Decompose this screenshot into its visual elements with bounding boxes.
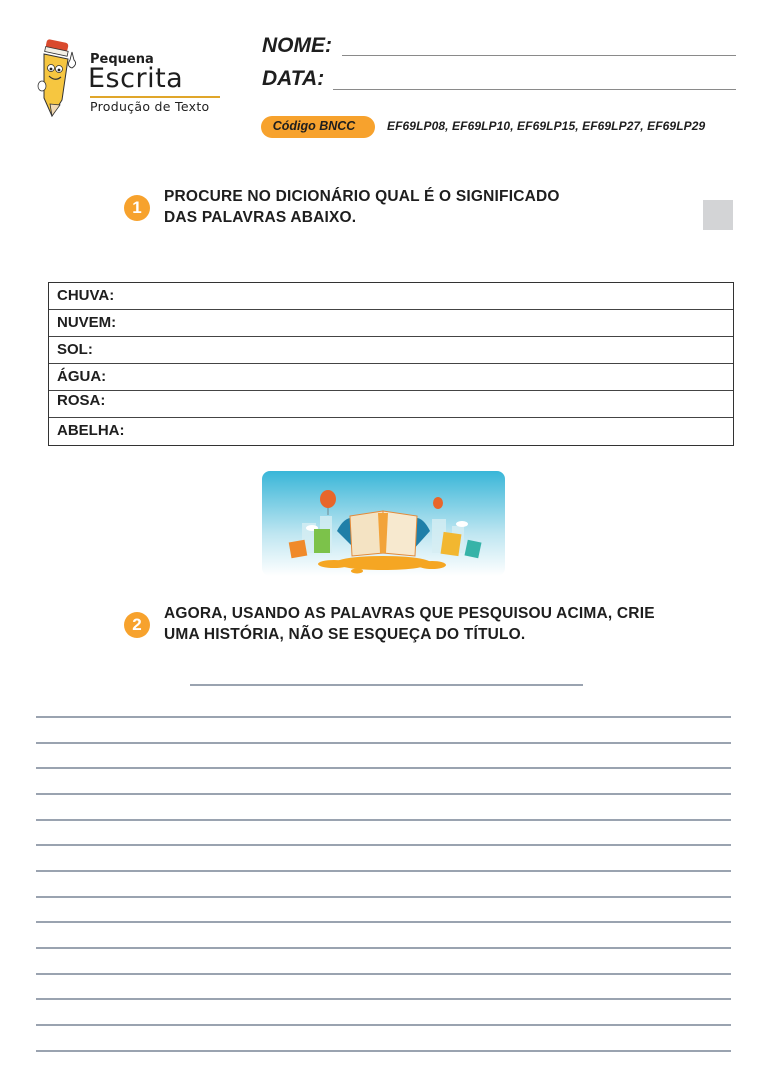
word-row-sol[interactable]: [49, 337, 733, 364]
word-label: SOL:: [57, 341, 93, 358]
writing-line[interactable]: [36, 742, 731, 744]
word-label: ÁGUA:: [57, 368, 107, 385]
question-2-line-1: AGORA, USANDO AS PALAVRAS QUE PESQUISOU ACIMA, CRIE: [164, 605, 655, 622]
writing-line[interactable]: [36, 793, 731, 795]
logo-line-pequena: Pequena: [90, 52, 154, 67]
name-label: NOME:: [262, 34, 332, 57]
writing-line[interactable]: [36, 819, 731, 821]
date-label: DATA:: [262, 67, 325, 90]
story-title-line[interactable]: [190, 684, 583, 686]
word-row-chuva[interactable]: [49, 283, 733, 310]
pencil-mascot-icon: [36, 38, 86, 120]
word-row-rosa[interactable]: [49, 391, 733, 418]
question-1-number-badge: 1: [124, 195, 150, 221]
logo-subtitle: Produção de Texto: [90, 99, 210, 114]
writing-line[interactable]: [36, 921, 731, 923]
word-definition-table: [48, 282, 734, 446]
date-field[interactable]: [333, 89, 736, 90]
bncc-badge: Código BNCC: [261, 116, 375, 138]
writing-line[interactable]: [36, 1024, 731, 1026]
writing-line[interactable]: [36, 1050, 731, 1052]
gray-placeholder-box: [703, 200, 733, 230]
bncc-codes: EF69LP08, EF69LP10, EF69LP15, EF69LP27, EF69LP29: [387, 119, 706, 133]
word-row-abelha[interactable]: [49, 418, 733, 445]
writing-line[interactable]: [36, 896, 731, 898]
word-label: NUVEM:: [57, 314, 117, 331]
question-1-line-2: DAS PALAVRAS ABAIXO.: [164, 209, 357, 226]
word-label: CHUVA:: [57, 287, 115, 304]
word-label: ROSA:: [57, 392, 106, 409]
question-1-instruction: [164, 186, 560, 228]
writing-line[interactable]: [36, 767, 731, 769]
writing-line[interactable]: [36, 947, 731, 949]
word-row-nuvem[interactable]: [49, 310, 733, 337]
book-illustration: [262, 471, 505, 576]
writing-line[interactable]: [36, 998, 731, 1000]
logo-line-escrita: Escrita: [88, 63, 184, 94]
word-row-agua[interactable]: [49, 364, 733, 391]
question-2-number-badge: 2: [124, 612, 150, 638]
writing-line[interactable]: [36, 973, 731, 975]
writing-line[interactable]: [36, 844, 731, 846]
logo-underline: [90, 96, 220, 98]
writing-line[interactable]: [36, 716, 731, 718]
question-2-line-2: UMA HISTÓRIA, NÃO SE ESQUEÇA DO TÍTULO.: [164, 626, 526, 643]
word-label: ABELHA:: [57, 422, 125, 439]
question-2-instruction: [164, 603, 655, 645]
name-field[interactable]: [342, 55, 736, 56]
question-1-line-1: PROCURE NO DICIONÁRIO QUAL É O SIGNIFICADO: [164, 188, 560, 205]
writing-line[interactable]: [36, 870, 731, 872]
open-book-image: [262, 471, 505, 576]
